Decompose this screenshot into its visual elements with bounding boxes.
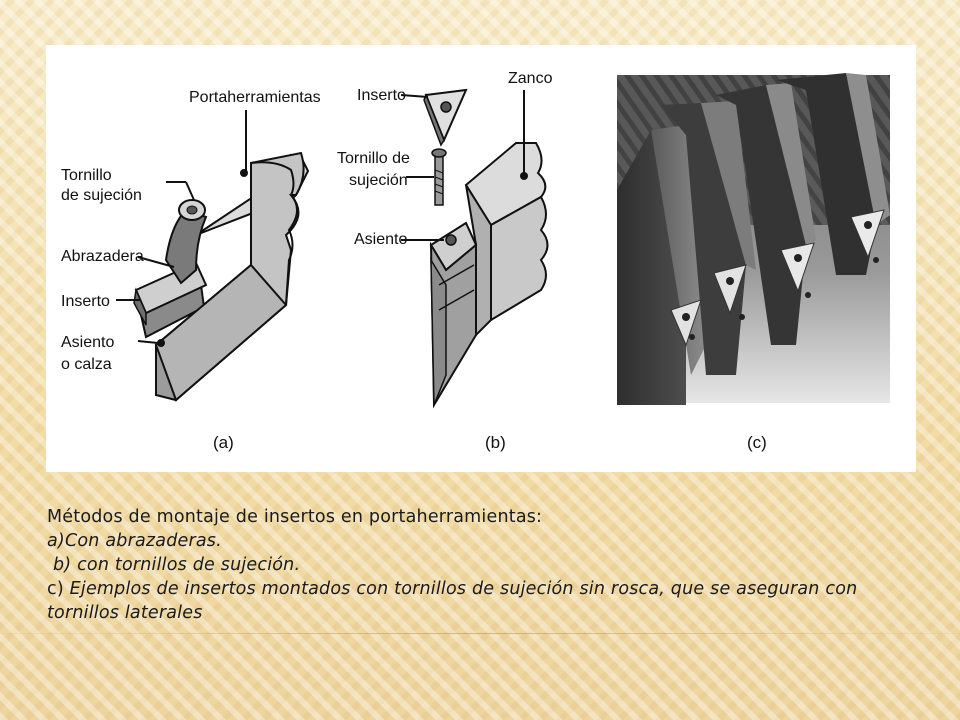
decorative-rule	[0, 633, 960, 634]
label-portaherramientas: Portaherramientas	[189, 89, 321, 106]
caption-item-a: a)Con abrazaderas.	[47, 531, 222, 551]
photo-c-mounted-inserts	[617, 73, 890, 452]
label-inserto-b: Inserto	[357, 87, 406, 104]
caption-item-b: b) con tornillos de sujeción.	[53, 555, 301, 575]
label-zanco: Zanco	[508, 70, 553, 87]
label-inserto-a: Inserto	[61, 293, 110, 310]
label-asiento-a-line1: Asiento	[61, 334, 115, 351]
label-tornillo-a-line2: de sujeción	[61, 187, 142, 204]
figure-caption	[47, 505, 927, 625]
figure-panel	[46, 45, 916, 472]
label-tornillo-b-line2: sujeción	[349, 172, 408, 189]
label-tornillo-b-line1: Tornillo de	[337, 150, 410, 167]
label-tornillo-a-line1: Tornillo	[61, 167, 112, 184]
caption-a: (a)	[213, 433, 234, 452]
caption-item-c-letter: c)	[47, 579, 64, 599]
caption-item-c	[47, 577, 927, 625]
diagram-a-clamp-holder	[61, 89, 321, 452]
label-asiento-b: Asiento	[354, 231, 408, 248]
caption-item-c-text: Ejemplos de insertos montados con tornillos de sujeción sin rosca, que se aseguran con tornillos laterales	[47, 579, 858, 623]
label-abrazadera: Abrazadera	[61, 248, 144, 265]
caption-b: (b)	[485, 433, 506, 452]
caption-heading: Métodos de montaje de insertos en portaherramientas:	[47, 507, 543, 527]
tool-holder-figure	[46, 45, 916, 472]
caption-c: (c)	[747, 433, 767, 452]
label-asiento-a-line2: o calza	[61, 356, 112, 373]
diagram-b-screw-holder	[337, 70, 553, 452]
